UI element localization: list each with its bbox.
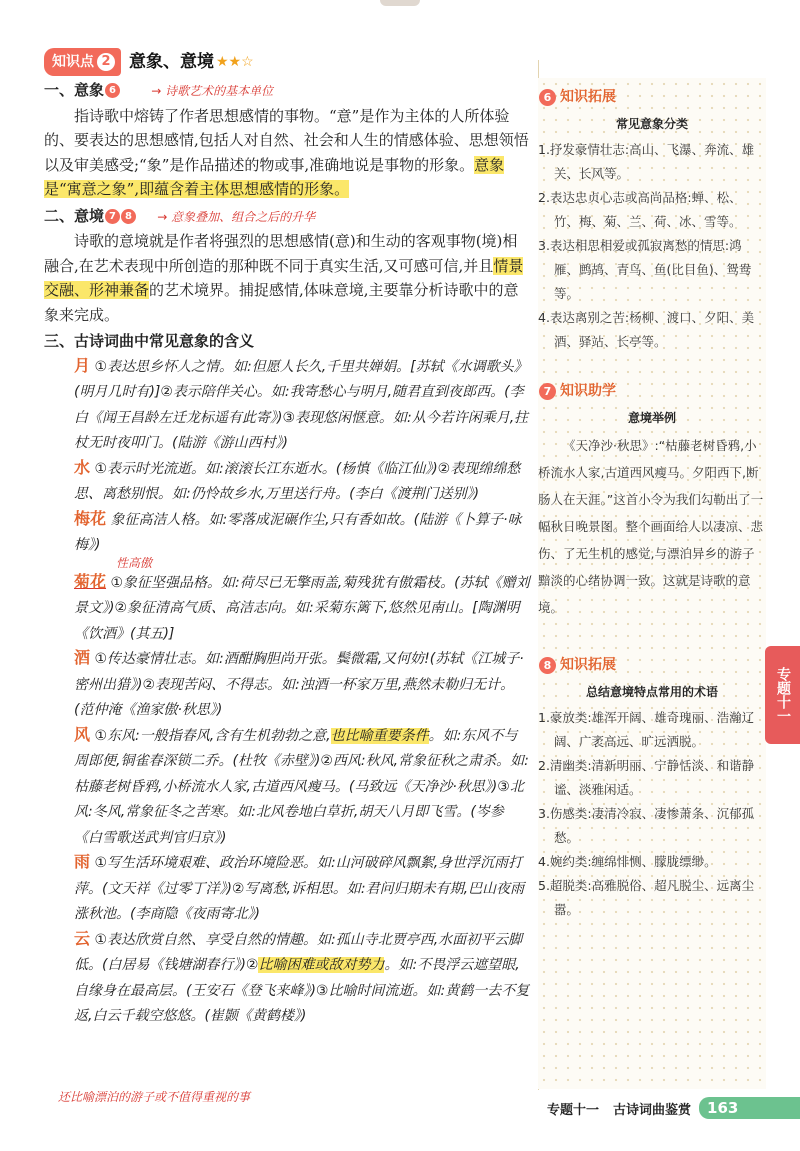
- list-item: 1.抒发豪情壮志:高山、飞瀑、奔流、雄关、长风等。: [538, 142, 755, 181]
- imagery-word: 风: [74, 724, 91, 744]
- imagery-word: 雨: [74, 852, 91, 871]
- handwritten-note: 性高傲: [116, 555, 153, 570]
- box-header: [538, 380, 766, 402]
- box-header: [538, 86, 766, 108]
- footer-subject: 古诗词曲鉴赏: [613, 1102, 692, 1118]
- box-items: [538, 138, 766, 354]
- box-number: 6: [539, 89, 556, 106]
- page-footer: [547, 1095, 800, 1121]
- imagery-text: ①写生活环境艰难、政治环境险恶。如:山河破碎风飘絮,身世浮沉雨打萍。(文天祥《过零丁洋》)②写离愁,诉相思。如:君问归期未有期,巴山夜雨涨秋池。(李商隐《夜雨寄北》): [74, 855, 525, 922]
- handwritten-bottom-note: 还比喻漂泊的游子或不值得重视的事: [58, 1090, 251, 1104]
- list-item: 2.表达忠贞心志或高尚品格:蝉、松、竹、梅、菊、兰、荷、冰、雪等。: [538, 190, 742, 229]
- imagery-text: ①表达欣赏自然、享受自然的情趣。如:孤山寺北贾亭西,水面初平云脚低。(白居易《钱塘湖春行》)②: [74, 931, 523, 973]
- box-number: 7: [539, 383, 556, 400]
- knowledge-point-header: [44, 48, 530, 76]
- box-subtitle: 总结意境特点常用的术语: [585, 685, 718, 699]
- imagery-entry: [44, 927, 530, 1029]
- list-item: 3.伤感类:凄清冷寂、凄惨萧条、沉郁孤愁。: [538, 806, 755, 845]
- imagery-text: 。如:东风不与周郎便,铜雀春深锁二乔。(杜牧《赤壁》)②西风:秋风,常象征秋之肃杀。如:枯藤老树昏鸦,小桥流水人家,古道西风瘦马。(马致远《天净沙·秋思》)③北风:冬风,常象征冬之苦寒。如:北风卷地白草折,胡天八月即飞雪。(岑参《白雪歌送武判官归京》): [74, 727, 529, 846]
- section-yixiang-heading: [44, 78, 530, 104]
- note-text: 意象叠加、组合之后的升华: [171, 209, 316, 224]
- imagery-text: 。如:不畏浮云遮望眼,自缘身在最高层。(王安石《登飞来峰》)③比喻时间流逝。如:黄鹤一去不复返,白云千载空悠悠。(崔颢《黄鹤楼》): [74, 957, 530, 1024]
- sidebar-box-8: [538, 654, 766, 922]
- page-number: 163: [699, 1097, 800, 1119]
- para-text: 诗歌的意境就是作者将强烈的思想感情(意)和生动的客观事物(境)相融合,在艺术表现中所创造的那种既不同于真实生活,又可感可信,并且: [44, 232, 518, 275]
- box-subtitle: 意境举例: [627, 411, 676, 425]
- ref-marker: 8: [121, 209, 136, 224]
- footer-topic: 专题十一: [547, 1102, 600, 1118]
- section-title: 二、意境: [44, 206, 105, 225]
- box-header: [538, 654, 766, 676]
- highlighted-text: 也比喻重要条件: [330, 727, 429, 744]
- imagery-entry: [44, 850, 530, 927]
- sidebar-box-7: [538, 380, 766, 621]
- sidebar: [538, 78, 766, 1089]
- box-title: 知识拓展: [560, 657, 616, 673]
- imagery-entry: [44, 507, 530, 558]
- imagery-word: 月: [74, 355, 91, 375]
- box-title: 知识助学: [560, 383, 616, 399]
- imagery-word: 梅花: [74, 508, 107, 528]
- list-item: 5.超脱类:高雅脱俗、超凡脱尘、远离尘嚣。: [538, 878, 755, 917]
- para-text: 指诗歌中熔铸了作者思想感情的事物。“意”是作为主体的人所体验的、要表达的思想感情,包括人对自然、社会和人生的情感体验、思想领悟以及审美感受;“象”是作品描述的物或事,准确地说是事物的形象。: [44, 106, 529, 174]
- box-number: 8: [539, 657, 556, 674]
- imagery-entry: [44, 570, 530, 647]
- note-text: 诗歌艺术的基本单位: [165, 84, 274, 98]
- badge-number: 2: [97, 53, 115, 71]
- binding-mark: [380, 0, 420, 6]
- section-title: 一、意象: [44, 81, 105, 99]
- highlighted-text: ,即蕴含着主体思想感情的形象。: [134, 180, 350, 198]
- section-imagery-heading: 三、古诗词曲中常见意象的含义: [44, 332, 255, 350]
- imagery-text: ①表达思乡怀人之情。如:但愿人长久,千里共婵娟。[苏轼《水调歌头》(明月几时有)]②表示陪伴关心。如:我寄愁心与明月,随君直到夜郎西。(李白《闻王昌龄左迁龙标遥有此寄》)③表现悠闲惬意。如:从今若许闲乘月,拄杖无时夜叩门。(陆游《游山西村》): [74, 358, 529, 451]
- box-items: [538, 706, 766, 922]
- imagery-text: ①表示时光流逝。如:滚滚长江东逝水。(杨慎《临江仙》)②表现绵绵愁思、离愁别恨。如:仍怜故乡水,万里送行舟。(李白《渡荆门送别》): [74, 460, 521, 502]
- highlighted-text: 比喻困难或敌对势力: [258, 957, 385, 973]
- list-item: 4.表达离别之苦:杨柳、渡口、夕阳、美酒、驿站、长亭等。: [538, 310, 755, 349]
- highlighted-text: 意象是“寓意之象”: [44, 155, 505, 198]
- para-text: 的艺术境界。捕捉感情,体味意境,主要靠分析诗歌中的意象来完成。: [44, 281, 519, 324]
- imagery-word: 菊花: [74, 571, 107, 591]
- imagery-entry: [44, 354, 530, 456]
- section-yijing-heading: [44, 204, 530, 230]
- imagery-entry: [44, 646, 530, 723]
- imagery-text: ①传达豪情壮志。如:酒酣胸胆尚开张。鬓微霜,又何妨!(苏轼《江城子·密州出猎》)②表现苦闷、不得志。如:浊酒一杯家万里,燕然未勒归无计。(范仲淹《渔家傲·秋思》): [74, 651, 524, 718]
- handwritten-note: → 诗歌艺术的基本单位: [151, 84, 274, 98]
- imagery-text: 象征高洁人格。如:零落成泥碾作尘,只有香如故。(陆游《卜算子·咏梅》): [74, 511, 522, 553]
- list-item: 3.表达相思相爱或孤寂离愁的情思:鸿雁、鹧鸪、青鸟、鱼(比目鱼)、鸳鸯等。: [538, 238, 752, 301]
- list-item: 2.清幽类:清新明丽、宁静恬淡、和谐静谧、淡雅闲适。: [538, 758, 755, 797]
- badge-label: 知识点: [52, 53, 94, 70]
- knowledge-point-badge: [44, 48, 121, 77]
- chapter-tab[interactable]: 专题十一: [765, 646, 800, 744]
- yijing-paragraph: [44, 229, 530, 327]
- list-item: 4.婉约类:缠绵悱恻、朦胧缥缈。: [538, 854, 717, 869]
- ref-marker: 7: [105, 209, 120, 224]
- yixiang-paragraph: [44, 104, 530, 202]
- imagery-entry: [44, 723, 530, 851]
- difficulty-stars: ★★☆: [216, 53, 254, 70]
- list-item: 1.豪放类:雄浑开阔、雄奇瑰丽、浩瀚辽阔、广袤高远、旷远洒脱。: [538, 710, 755, 749]
- imagery-word: 云: [74, 928, 91, 948]
- imagery-word: 水: [74, 457, 91, 477]
- knowledge-point-title: 意象、意境: [129, 51, 214, 72]
- imagery-word: 酒: [74, 648, 91, 667]
- handwritten-note: → 意象叠加、组合之后的升华: [157, 209, 316, 224]
- box-title: 知识拓展: [560, 89, 616, 105]
- imagery-entry-list: [44, 354, 530, 1029]
- box-subtitle: 常见意象分类: [615, 117, 688, 131]
- highlighted-text: 情景交融、形神兼备: [44, 256, 524, 299]
- ref-marker: 6: [105, 83, 120, 98]
- sidebar-box-6: [538, 86, 766, 354]
- imagery-entry: [44, 456, 530, 507]
- imagery-text: ①东风:一般指春风,含有生机勃勃之意,: [90, 727, 331, 744]
- imagery-text: ①象征坚强品格。如:荷尽已无擎雨盖,菊残犹有傲霜枝。(苏轼《赠刘景文》)②象征清高气质、高洁志向。如:采菊东篱下,悠然见南山。[陶渊明《饮酒》(其五)]: [74, 574, 530, 642]
- main-column: [44, 48, 530, 1029]
- box-paragraph: 《天净沙·秋思》:“枯藤老树昏鸦,小桥流水人家,古道西风瘦马。夕阳西下,断肠人在天涯。”这首小令为我们勾勒出了一幅秋日晚景图。整个画面给人以凄凉、悲伤、了无生机的感觉,与漂泊异乡的游子黯淡的心绪协调一致。这就是诗歌的意境。: [538, 438, 764, 615]
